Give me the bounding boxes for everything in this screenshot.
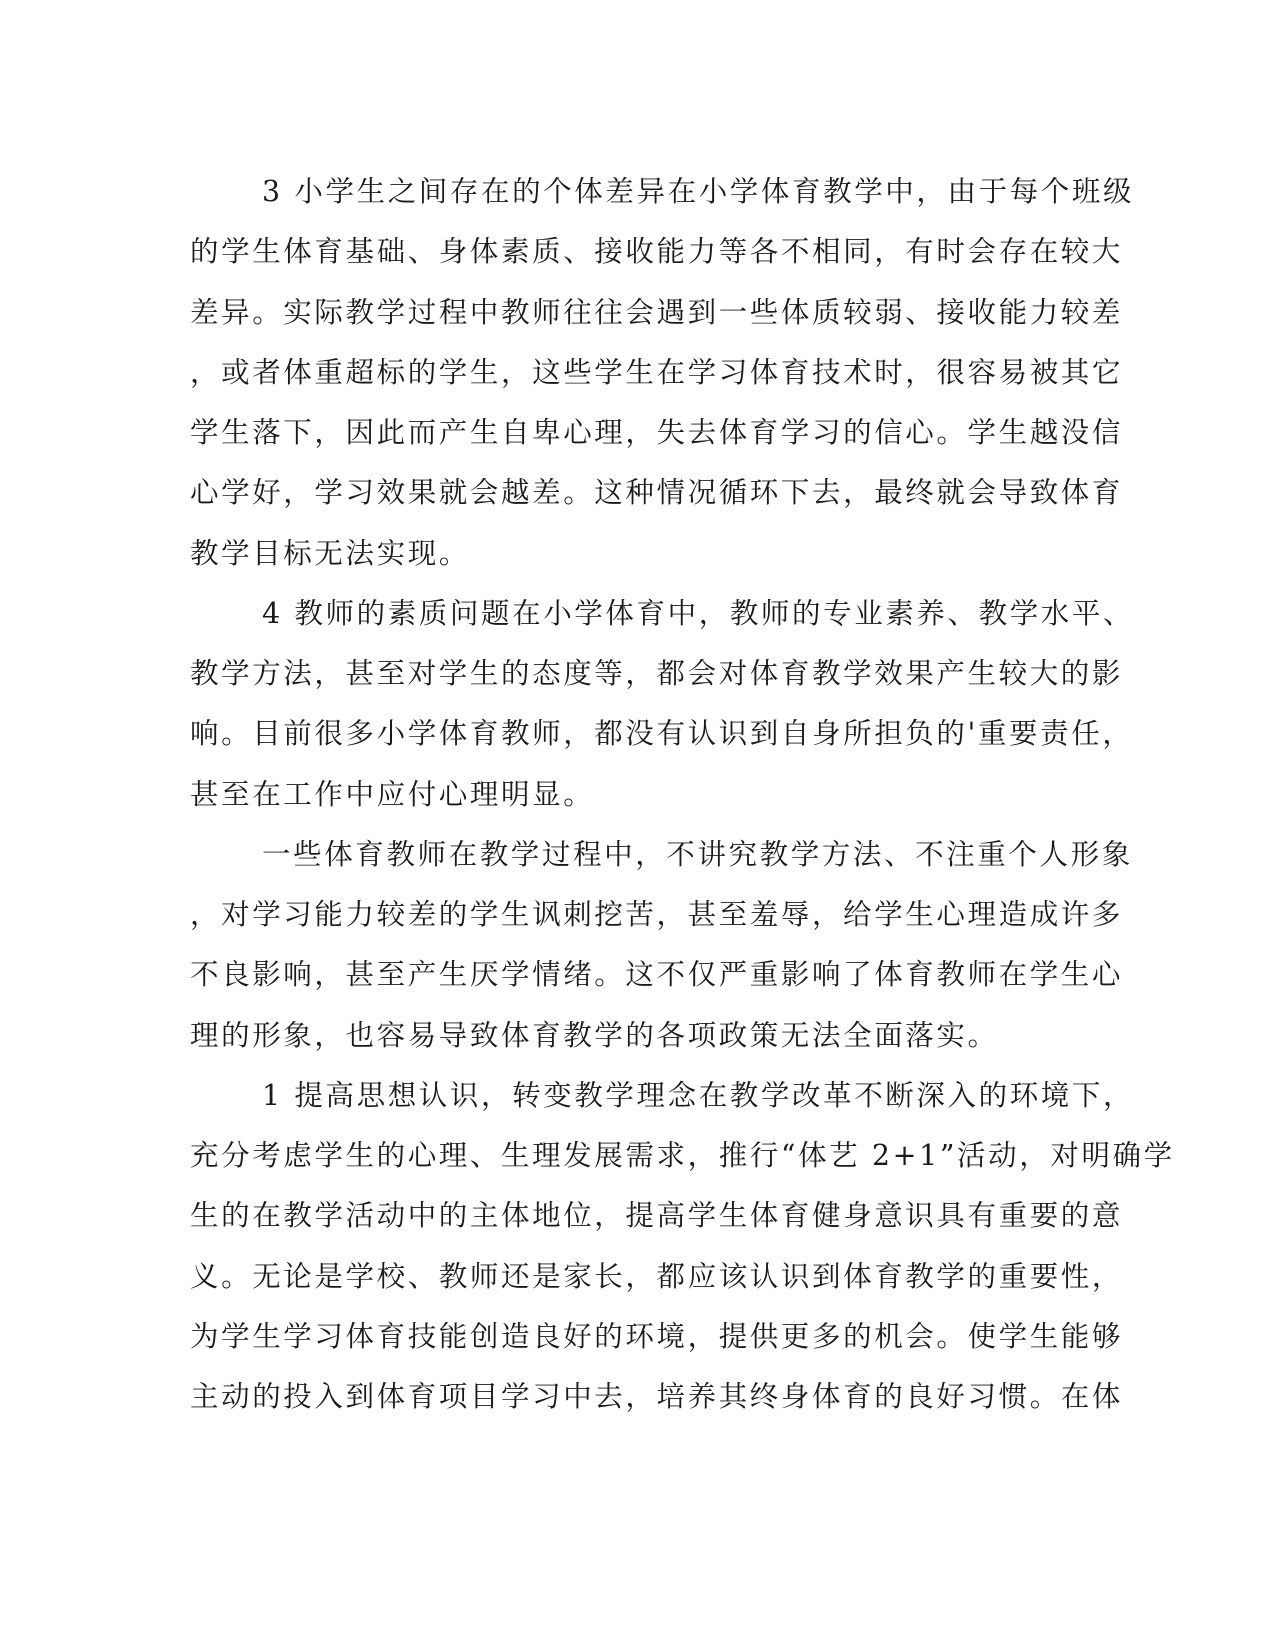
text-line: 教学方法，甚至对学生的态度等，都会对体育教学效果产生较大的影 <box>190 657 1124 690</box>
text-line: 心学好，学习效果就会越差。这种情况循环下去，最终就会导致体育 <box>190 476 1124 510</box>
body-text <box>190 162 1175 1427</box>
text-line: ，对学习能力较差的学生讽刺挖苦，甚至羞辱，给学生心理造成许多 <box>190 898 1124 931</box>
text-line: 充分考虑学生的心理、生理发展需求，推行“体艺 2+1”活动，对明确学 <box>190 1139 1175 1172</box>
text-line: 差异。实际教学过程中教师往往会遇到一些体质较弱、接收能力较差 <box>190 295 1124 329</box>
text-line: 生的在教学活动中的主体地位，提高学生体育健身意识具有重要的意 <box>190 1199 1124 1233</box>
text-line: 义。无论是学校、教师还是家长，都应该认识到体育教学的重要性， <box>190 1259 1124 1293</box>
text-line: 教学目标无法实现。 <box>190 536 470 570</box>
text-line: 一些体育教师在教学过程中，不讲究教学方法、不注重个人形象 <box>262 837 1133 871</box>
text-line: 不良影响，甚至产生厌学情绪。这不仅严重影响了体育教师在学生心 <box>190 958 1124 992</box>
text-line: 4 教师的素质问题在小学体育中，教师的专业素养、教学水平、 <box>262 596 1135 630</box>
text-line: 理的形象，也容易导致体育教学的各项政策无法全面落实。 <box>190 1018 999 1052</box>
text-line: 3 小学生之间存在的个体差异在小学体育教学中，由于每个班级 <box>262 175 1135 208</box>
text-line: ，或者体重超标的学生，这些学生在学习体育技术时，很容易被其它 <box>190 355 1124 389</box>
text-line: 甚至在工作中应付心理明显。 <box>190 777 595 811</box>
text-line: 响。目前很多小学体育教师，都没有认识到自身所担负的'重要责任， <box>190 717 1134 751</box>
text-line: 1 提高思想认识，转变教学理念在教学改革不断深入的环境下， <box>262 1078 1135 1112</box>
text-line: 主动的投入到体育项目学习中去，培养其终身体育的良好习惯。在体 <box>190 1380 1124 1413</box>
text-line: 学生落下，因此而产生自卑心理，失去体育学习的信心。学生越没信 <box>190 416 1124 449</box>
text-line: 为学生学习体育技能创造良好的环境，提供更多的机会。使学生能够 <box>190 1319 1124 1353</box>
text-line: 的学生体育基础、身体素质、接收能力等各不相同，有时会存在较大 <box>190 235 1124 269</box>
